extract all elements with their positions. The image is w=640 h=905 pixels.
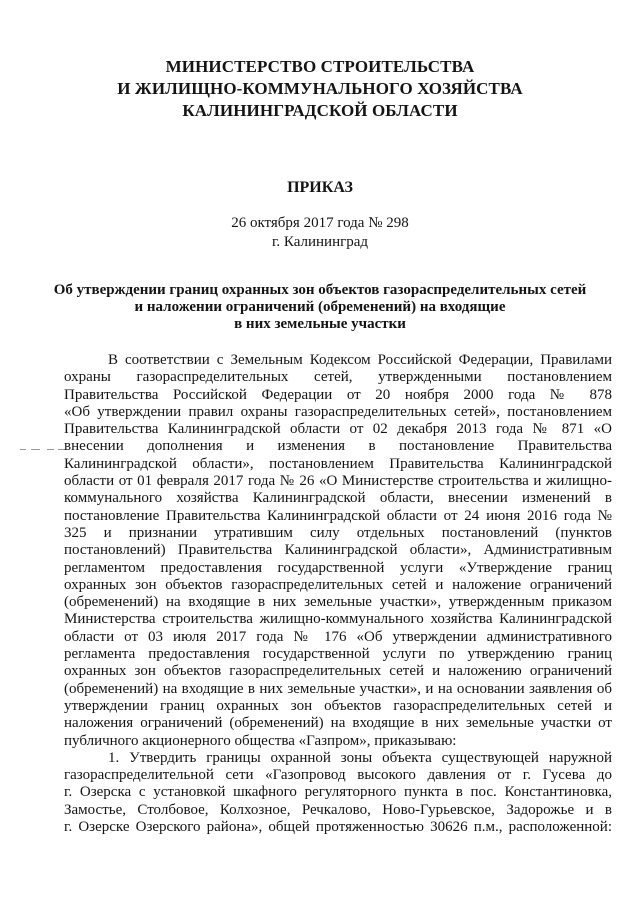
date-number: 26 октября 2017 года № 298 [231, 215, 409, 231]
city: г. Калининград [271, 234, 369, 250]
body-line: регламента предоставления государственной услуги по утверждению границ [64, 646, 612, 663]
body-line: 1. Утвердить границы охранной зоны объекта существующей наружной [108, 749, 612, 766]
body-line: (обременений) на входящие в них земельные участки», утвержденным приказом [64, 594, 612, 611]
body-line: Калининградской области», постановлением Правительства Калининградской [64, 455, 612, 472]
title-line-3: в них земельные участки [234, 316, 406, 332]
org-line-3: КАЛИНИНГРАДСКОЙ ОБЛАСТИ [182, 101, 458, 120]
organization-header [0, 56, 640, 122]
margin-scan-mark [20, 448, 66, 451]
body-line: коммунального хозяйства Калининградской области, внесении изменений в [64, 490, 612, 507]
body-line: области от 01 февраля 2017 года № 26 «О Министерстве строительства и жилищно- [64, 473, 612, 490]
title-line-2: и наложении ограничений (обременений) на входящие [134, 299, 506, 315]
body-line: публичного акционерного общества «Газпром», приказываю: [64, 732, 457, 749]
org-line-1: МИНИСТЕРСТВО СТРОИТЕЛЬСТВА [165, 57, 475, 76]
body-line: утверждении границ охранных зон объектов газораспределительных сетей и [64, 697, 612, 714]
document-type: ПРИКАЗ [287, 179, 353, 196]
body-line: охранных зон объектов газораспределительных сетей и наложению ограничений [64, 663, 612, 680]
body-line: внесении дополнения и изменения в постановление Правительства [64, 438, 612, 455]
body-line: регламентом предоставления государственной услуги «Утверждение границ [64, 559, 612, 576]
body-line: охраны газораспределительных сетей, утвержденными постановлением [64, 369, 612, 386]
body-line: газораспределительной сети «Газопровод высокого давления от г. Гусева до [64, 767, 612, 784]
body-line: охранных зон объектов газораспределительных сетей и наложение ограничений [64, 576, 612, 593]
title-line-1: Об утверждении границ охранных зон объектов газораспределительных сетей [53, 282, 587, 298]
document-title [40, 282, 600, 333]
body-line: (обременений) на входящие в них земельные участки», и на основании заявления об [64, 680, 612, 697]
body-line: Замостье, Столбовое, Колхозное, Речкалово, Ново-Гурьевское, Задорожье и в [64, 801, 612, 818]
body-line: Правительства Российской Федерации от 20 ноября 2000 года № 878 [64, 386, 612, 403]
body-line: Правительства Калининградской области от 02 декабря 2013 года № 871 «О [64, 421, 612, 438]
body-line: «Об утверждении правил охраны газораспределительных сетей», постановлением [64, 403, 612, 420]
body-line: постановление Правительства Калининградской области от 24 июня 2016 года № [64, 507, 612, 524]
body-line: наложения ограничений (обременений) на входящие в них земельные участки от [64, 715, 612, 732]
body-line: г. Озерска с установкой шкафного регуляторного пункта в пос. Константиновка, [64, 784, 612, 801]
org-line-2: И ЖИЛИЩНО-КОММУНАЛЬНОГО ХОЗЯЙСТВА [117, 79, 523, 98]
body-line: г. Озерске Озерского района», общей протяженностью 30626 п.м., расположенной: [64, 819, 612, 836]
body-line: В соответствии с Земельным Кодексом Российской Федерации, Правилами [108, 352, 612, 368]
body-line: области от 03 июля 2017 года № 176 «Об утверждении административного [64, 628, 612, 645]
document-meta [0, 214, 640, 252]
body-text [64, 352, 612, 836]
body-line: Министерства строительства жилищно-коммунального хозяйства Калининградской [64, 611, 612, 628]
body-line: постановлений) Правительства Калининградской области», Административным [64, 542, 612, 559]
body-line: 325 и признании утратившим силу отдельных постановлений (пунктов [64, 524, 612, 541]
